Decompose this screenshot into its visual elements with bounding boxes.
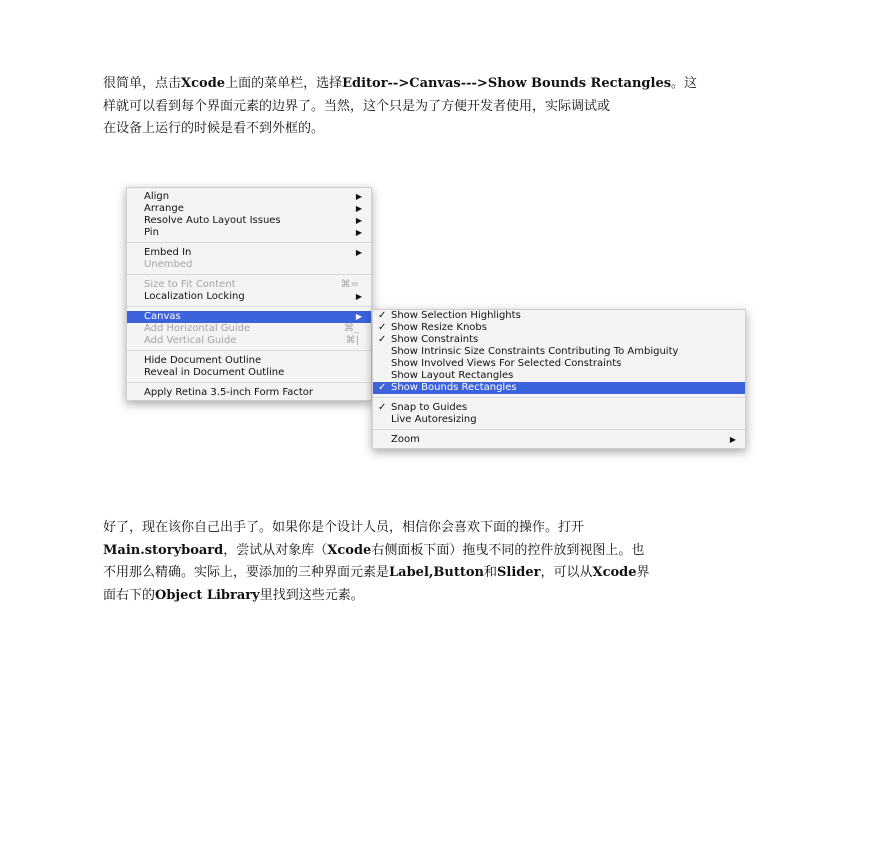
keyboard-shortcut: ⌘= <box>340 279 359 290</box>
menu-item-add-horizontal-guide <box>127 323 371 335</box>
menu-item-reveal-in-document-outline[interactable] <box>127 367 371 379</box>
bold-text-run: Slider <box>497 565 541 580</box>
menu-item-resolve-auto-layout-issues[interactable] <box>127 215 371 227</box>
menu-item-snap-to-guides[interactable] <box>373 402 745 414</box>
submenu-arrow-icon: ▶ <box>355 204 362 213</box>
instructions-line-1: 好了，现在该你自己出手了。如果你是个设计人员，相信你会喜欢下面的操作。打开 <box>103 520 585 535</box>
menu-item-label: Unembed <box>144 259 193 270</box>
menu-item-label: Align <box>144 191 170 202</box>
bold-text-run: Xcode <box>592 565 637 580</box>
menu-item-show-selection-highlights[interactable] <box>373 310 745 322</box>
submenu-arrow-icon: ▶ <box>729 435 736 444</box>
bold-text-run: Object Library <box>155 587 260 603</box>
menu-item-label: Live Autoresizing <box>391 414 477 425</box>
text-run: 和 <box>483 565 497 580</box>
menu-item-label: Apply Retina 3.5-inch Form Factor <box>144 387 314 398</box>
menu-item-label: Add Horizontal Guide <box>144 323 251 334</box>
menu-item-label: Show Involved Views For Selected Constraints <box>391 358 622 369</box>
text-run: 界 <box>636 565 650 580</box>
menu-separator <box>127 350 371 351</box>
bold-text-run: Xcode <box>181 76 226 91</box>
instructions-line-3 <box>103 562 773 585</box>
editor-menu <box>126 187 372 401</box>
keyboard-shortcut: ⌘| <box>345 335 359 346</box>
bold-text-run: Xcode <box>327 542 372 558</box>
submenu-arrow-icon: ▶ <box>355 228 362 237</box>
canvas-submenu <box>372 309 746 449</box>
menu-separator <box>127 382 371 383</box>
text-run: 右侧面板下面）拖曳不同的控件放到视图上。也 <box>371 542 645 558</box>
submenu-arrow-icon: ▶ <box>355 192 362 201</box>
menu-item-apply-retina-3-5-inch-form-factor[interactable] <box>127 387 371 399</box>
keyboard-shortcut: ⌘_ <box>344 323 359 334</box>
text-run: 。这 <box>671 76 698 91</box>
menu-item-zoom[interactable] <box>373 434 745 446</box>
menu-item-label: Hide Document Outline <box>144 355 262 366</box>
text-run: 不用那么精确。实际上，要添加的三种界面元素是 <box>103 565 390 580</box>
menu-item-label: Arrange <box>144 203 184 214</box>
menu-item-label: Snap to Guides <box>391 402 468 413</box>
checkmark-icon: ✓ <box>378 334 387 345</box>
instructions-line-4 <box>103 585 773 608</box>
text-run: ，可以从 <box>540 565 593 580</box>
submenu-arrow-icon: ▶ <box>355 312 362 321</box>
menu-separator <box>373 397 745 398</box>
menu-item-canvas[interactable] <box>127 311 371 323</box>
menu-separator <box>127 306 371 307</box>
menu-item-show-intrinsic-size-constraints-contributing-to-ambiguity[interactable] <box>373 346 745 358</box>
checkmark-icon: ✓ <box>378 402 387 413</box>
menu-item-label: Zoom <box>391 434 420 445</box>
bold-text-run: Editor-->Canvas--->Show Bounds Rectangles <box>342 76 672 91</box>
text-run: 面右下的 <box>103 587 156 603</box>
menu-item-label: Size to Fit Content <box>144 279 236 290</box>
intro-line-2: 样就可以看到每个界面元素的边界了。当然，这个只是为了方便开发者使用，实际调试或 <box>103 98 611 114</box>
menu-item-add-vertical-guide <box>127 335 371 347</box>
bold-text-run: Main.storyboard <box>103 542 224 558</box>
bold-text-run: Label,Button <box>389 565 484 580</box>
text-run: 上面的菜单栏，选择 <box>225 76 343 91</box>
instructions-line-2 <box>103 540 773 563</box>
menu-item-label: Canvas <box>144 311 181 322</box>
submenu-arrow-icon: ▶ <box>355 292 362 301</box>
menu-item-show-bounds-rectangles[interactable] <box>373 382 745 394</box>
menu-item-label: Show Layout Rectangles <box>391 370 514 381</box>
menu-separator <box>127 274 371 275</box>
instructions-paragraph <box>103 517 773 607</box>
submenu-arrow-icon: ▶ <box>355 248 362 257</box>
intro-line-3: 在设备上运行的时候是看不到外框的。 <box>103 121 325 136</box>
menu-item-label: Show Selection Highlights <box>391 310 521 321</box>
menu-item-label: Reveal in Document Outline <box>144 367 285 378</box>
menu-item-unembed <box>127 259 371 271</box>
menu-item-show-constraints[interactable] <box>373 334 745 346</box>
menu-item-size-to-fit-content <box>127 279 371 291</box>
text-run: 很简单，点击 <box>103 76 182 91</box>
menu-item-show-layout-rectangles[interactable] <box>373 370 745 382</box>
menu-item-label: Add Vertical Guide <box>144 335 237 346</box>
menu-item-show-involved-views-for-selected-constraints[interactable] <box>373 358 745 370</box>
text-run: ，尝试从对象库（ <box>223 542 328 558</box>
menu-item-label: Embed In <box>144 247 192 258</box>
menu-item-label: Show Resize Knobs <box>391 322 487 333</box>
menu-item-label: Resolve Auto Layout Issues <box>144 215 281 226</box>
checkmark-icon: ✓ <box>378 322 387 333</box>
menu-item-hide-document-outline[interactable] <box>127 355 371 367</box>
menu-separator <box>373 429 745 430</box>
menu-item-arrange[interactable] <box>127 203 371 215</box>
menu-item-pin[interactable] <box>127 227 371 239</box>
checkmark-icon: ✓ <box>378 382 387 393</box>
menu-item-label: Show Intrinsic Size Constraints Contributing To Ambiguity <box>391 346 679 357</box>
menu-item-embed-in[interactable] <box>127 247 371 259</box>
menu-item-label: Show Bounds Rectangles <box>391 382 517 393</box>
menu-item-show-resize-knobs[interactable] <box>373 322 745 334</box>
menu-item-label: Localization Locking <box>144 291 245 302</box>
menu-item-live-autoresizing[interactable] <box>373 414 745 426</box>
text-run: 里找到这些元素。 <box>259 587 364 603</box>
menu-item-label: Pin <box>144 227 159 238</box>
intro-paragraph <box>103 73 773 141</box>
checkmark-icon: ✓ <box>378 310 387 321</box>
intro-line-1 <box>103 73 773 96</box>
menu-item-localization-locking[interactable] <box>127 291 371 303</box>
menu-item-label: Show Constraints <box>391 334 479 345</box>
menu-separator <box>127 242 371 243</box>
menu-item-align[interactable] <box>127 191 371 203</box>
submenu-arrow-icon: ▶ <box>355 216 362 225</box>
